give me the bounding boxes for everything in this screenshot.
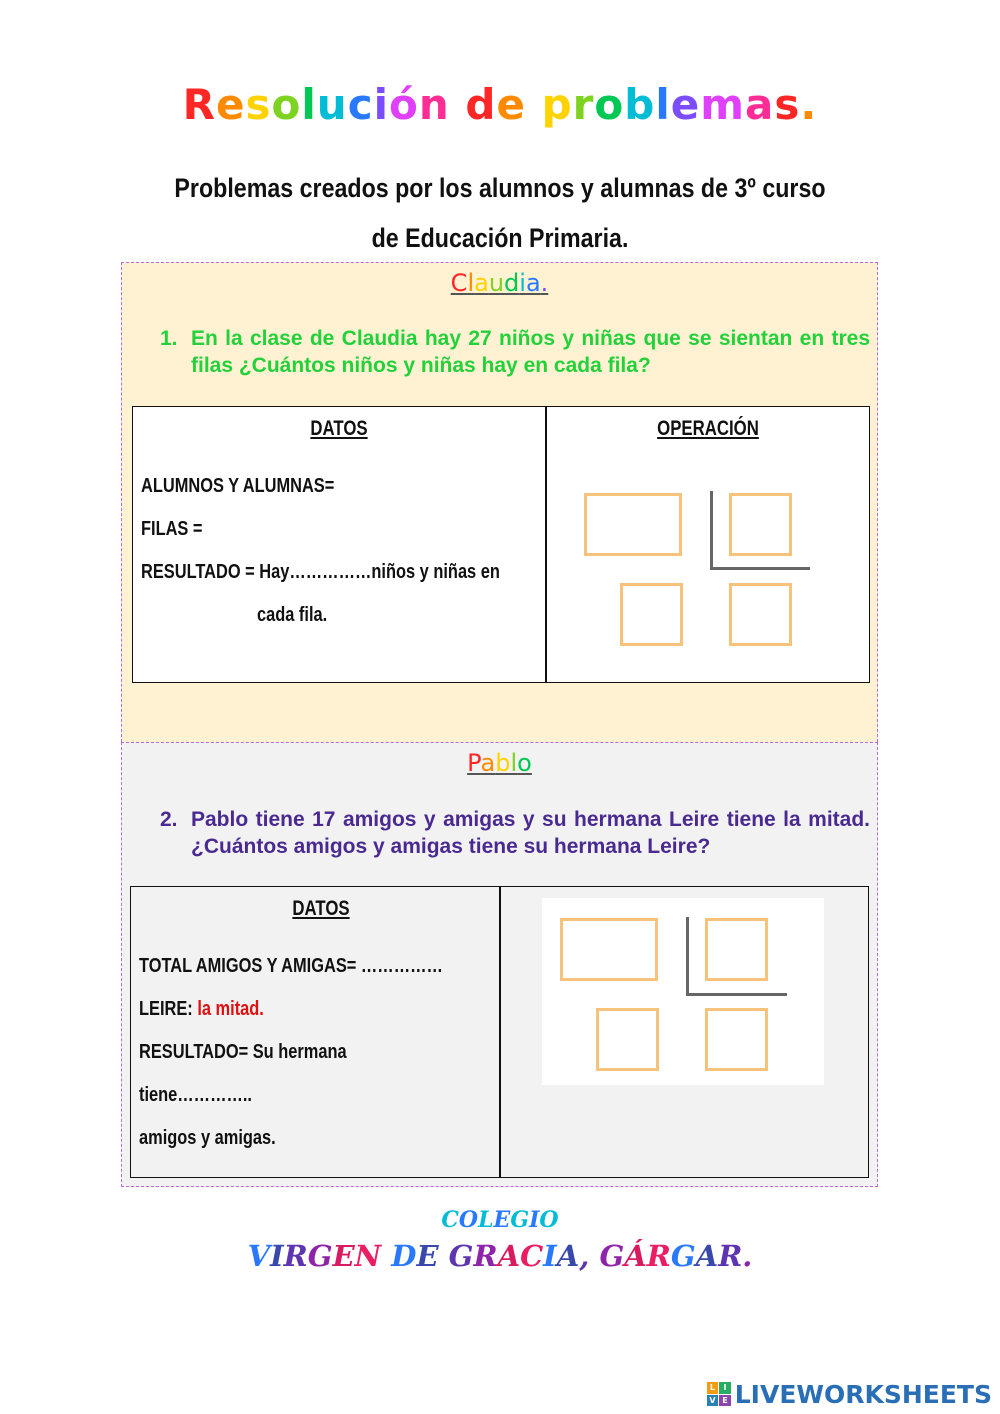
- name-letter: b: [495, 749, 511, 777]
- problem-text: En la clase de Claudia hay 27 niños y niñas que se sientan en tres filas ¿Cuántos niños y niñas hay en cada fila?: [191, 327, 870, 377]
- school-label: [0, 1207, 1000, 1233]
- school-letter: R: [646, 1239, 671, 1273]
- datos-line: TOTAL AMIGOS Y AMIGAS= ……………: [139, 955, 443, 977]
- datos-line: amigos y amigas.: [139, 1127, 276, 1149]
- problem-statement: [160, 325, 870, 379]
- leire-value: la mitad.: [197, 998, 264, 1020]
- school-letter: A: [497, 1239, 521, 1273]
- school-letter: R: [718, 1239, 743, 1273]
- name-letter: a: [525, 269, 541, 297]
- name-letter: .: [540, 269, 549, 297]
- liveworksheets-wordmark: LIVEWORKSHEETS: [734, 1379, 992, 1409]
- problem-text: Pablo tiene 17 amigos y amigas y su hermana Leire tiene la mitad. ¿Cuántos amigos y amigas tiene su hermana Leire?: [191, 808, 870, 858]
- page-subtitle: Problemas creados por los alumnos y alumnas de 3º curso de Educación Primaria.: [174, 173, 826, 253]
- answer-box[interactable]: [729, 583, 792, 646]
- datos-line: ALUMNOS Y ALUMNAS=: [141, 475, 335, 497]
- school-letter: G: [448, 1239, 474, 1273]
- school-letter: E: [493, 1207, 511, 1233]
- problem-table: [130, 886, 869, 1178]
- school-letter: G: [599, 1239, 625, 1273]
- title-letter: s: [774, 80, 801, 129]
- school-name: [0, 1239, 1000, 1273]
- liveworksheets-icon: L I V E: [707, 1382, 731, 1406]
- school-letter: A: [695, 1239, 719, 1273]
- problem-statement: [160, 806, 870, 860]
- datos-line: RESULTADO= Su hermana: [139, 1041, 347, 1063]
- school-letter: R: [473, 1239, 498, 1273]
- school-letter: [381, 1239, 391, 1273]
- title-letter: o: [271, 80, 302, 129]
- title-letter: a: [745, 80, 775, 129]
- name-letter: C: [450, 269, 468, 297]
- school-letter: G: [670, 1239, 696, 1273]
- title-letter: u: [316, 80, 348, 129]
- school-letter: G: [510, 1207, 530, 1233]
- school-letter: .: [742, 1239, 753, 1273]
- title-letter: r: [572, 80, 595, 129]
- datos-line: RESULTADO = Hay……………niños y niñas en: [141, 561, 500, 583]
- answer-box[interactable]: [596, 1008, 659, 1071]
- student-name: [122, 749, 877, 777]
- name-letter: o: [517, 749, 532, 777]
- school-letter: ,: [579, 1239, 590, 1273]
- school-letter: I: [270, 1239, 284, 1273]
- title-letter: i: [373, 80, 389, 129]
- name-letter: a: [480, 749, 496, 777]
- school-letter: D: [391, 1239, 417, 1273]
- school-letter: Á: [624, 1239, 647, 1273]
- datos-line: LEIRE: la mitad.: [139, 998, 264, 1020]
- division-bracket-vertical: [710, 491, 713, 569]
- datos-header: DATOS: [310, 417, 368, 440]
- student-name: [122, 269, 877, 297]
- title-letter: o: [594, 80, 625, 129]
- title-letter: n: [418, 80, 450, 129]
- datos-line: FILAS =: [141, 518, 203, 540]
- title-letter: p: [541, 80, 573, 129]
- title-letter: e: [496, 80, 526, 129]
- title-letter: e: [216, 80, 246, 129]
- name-letter: l: [510, 749, 518, 777]
- datos-header: DATOS: [292, 897, 350, 920]
- title-letter: c: [347, 80, 374, 129]
- school-letter: I: [543, 1239, 557, 1273]
- datos-line: cada fila.: [257, 604, 328, 626]
- school-letter: E: [416, 1239, 439, 1273]
- title-letter: s: [245, 80, 272, 129]
- school-letter: N: [354, 1239, 382, 1273]
- school-letter: R: [283, 1239, 308, 1273]
- operacion-header: OPERACIÓN: [657, 417, 759, 440]
- answer-box[interactable]: [560, 918, 658, 981]
- operation-area: [542, 898, 824, 1085]
- division-bracket-horizontal: [710, 567, 810, 570]
- title-letter: ó: [389, 80, 419, 129]
- liveworksheets-logo: [707, 1376, 992, 1412]
- name-letter: P: [467, 749, 481, 777]
- problem-section-claudia: [121, 262, 878, 742]
- school-letter: V: [247, 1239, 271, 1273]
- answer-box[interactable]: [729, 493, 792, 556]
- division-bracket-vertical: [686, 917, 689, 995]
- division-bracket-horizontal: [686, 993, 787, 996]
- title-letter: [526, 80, 542, 129]
- title-letter: [450, 80, 466, 129]
- answer-box[interactable]: [705, 1008, 768, 1071]
- answer-box[interactable]: [705, 918, 768, 981]
- problem-number: 1.: [160, 327, 178, 350]
- name-letter: i: [519, 269, 526, 297]
- school-letter: I: [529, 1207, 540, 1233]
- title-letter: d: [465, 80, 497, 129]
- name-letter: u: [488, 269, 505, 297]
- school-letter: E: [332, 1239, 355, 1273]
- problem-number: 2.: [160, 808, 178, 831]
- name-letter: a: [474, 269, 489, 297]
- school-letter: C: [520, 1239, 544, 1273]
- school-letter: [589, 1239, 599, 1273]
- problem-section-pablo: [121, 742, 878, 1187]
- school-letter: C: [441, 1207, 459, 1233]
- title-letter: .: [800, 80, 818, 129]
- title-letter: e: [670, 80, 701, 129]
- school-letter: A: [556, 1239, 580, 1273]
- title-letter: m: [700, 80, 745, 129]
- school-letter: [439, 1239, 449, 1273]
- school-letter: O: [458, 1207, 479, 1233]
- answer-box[interactable]: [620, 583, 683, 646]
- name-letter: d: [504, 269, 520, 297]
- title-letter: l: [655, 80, 671, 129]
- datos-line: tiene…………..: [139, 1084, 252, 1106]
- answer-box[interactable]: [584, 493, 682, 556]
- school-letter: G: [307, 1239, 333, 1273]
- school-letter: L: [478, 1207, 494, 1233]
- page-title: [0, 80, 1000, 129]
- name-letter: l: [467, 269, 475, 297]
- problem-table: [132, 406, 870, 683]
- title-letter: R: [182, 80, 217, 129]
- title-letter: l: [301, 80, 317, 129]
- school-letter: O: [539, 1207, 559, 1233]
- title-letter: b: [624, 80, 656, 129]
